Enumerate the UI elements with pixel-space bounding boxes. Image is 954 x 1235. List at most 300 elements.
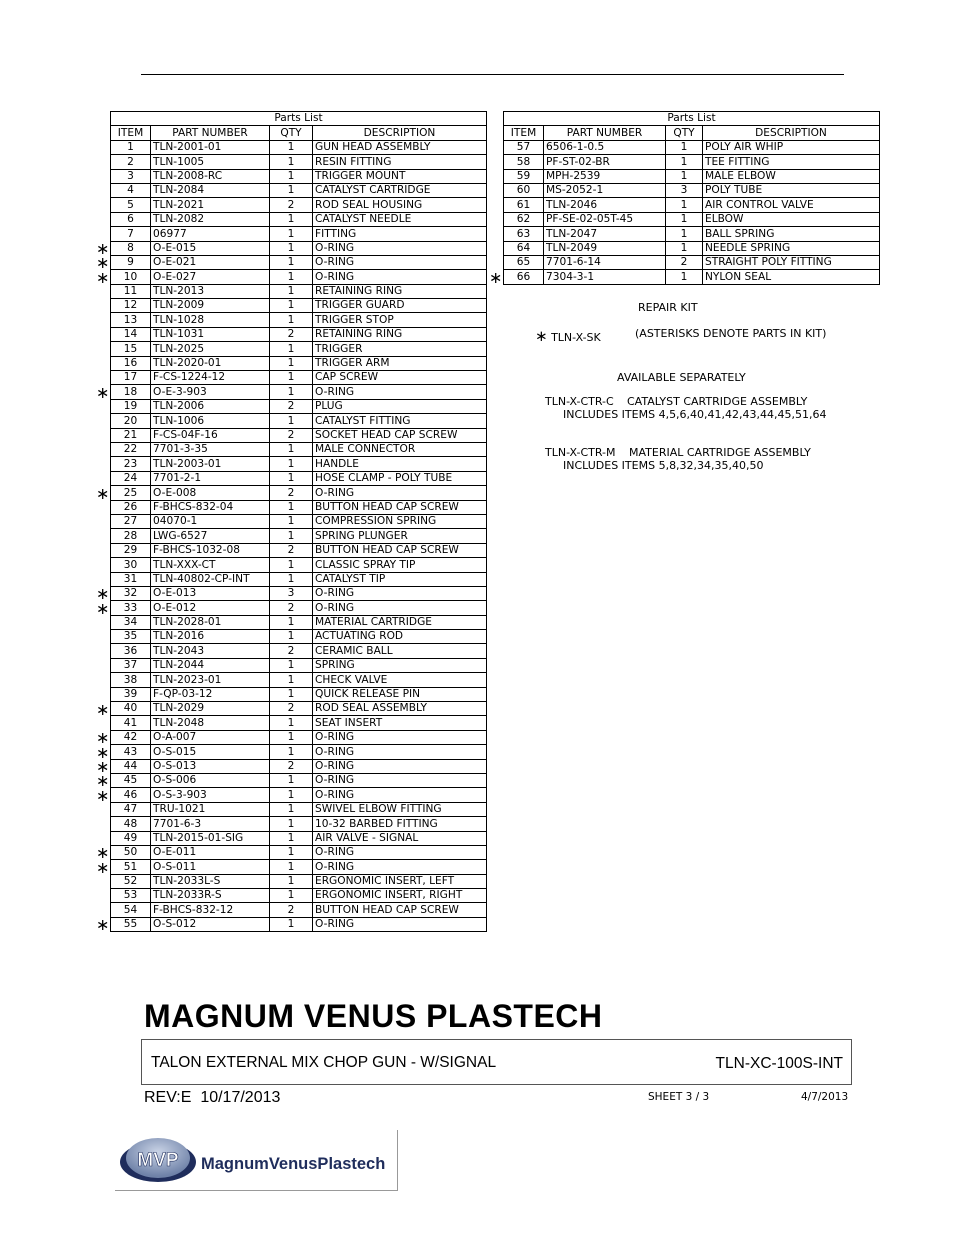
row-qty: 1 <box>270 773 313 787</box>
row-item: 19 <box>111 399 151 413</box>
row-qty: 1 <box>270 874 313 888</box>
table-row <box>111 558 487 572</box>
row-description: PLUG <box>313 399 487 413</box>
row-item: 33 <box>111 601 151 615</box>
row-part-number: O-E-013 <box>151 586 270 600</box>
row-description: TRIGGER GUARD <box>313 299 487 313</box>
row-part-number: MPH-2539 <box>544 169 666 183</box>
row-qty: 1 <box>270 572 313 586</box>
row-item: 25 <box>111 486 151 500</box>
kit-asterisk-icon: ∗ <box>96 857 110 877</box>
table-row <box>504 183 880 197</box>
row-part-number: TLN-1028 <box>151 313 270 327</box>
kit-asterisk-icon: ∗ <box>96 843 110 863</box>
row-part-number: 7701-6-3 <box>151 817 270 831</box>
row-item: 41 <box>111 716 151 730</box>
row-part-number: O-E-021 <box>151 255 270 269</box>
row-qty: 1 <box>270 514 313 528</box>
row-part-number: 7701-6-14 <box>544 255 666 269</box>
row-part-number: O-E-012 <box>151 601 270 615</box>
table-row <box>504 212 880 226</box>
row-part-number: MS-2052-1 <box>544 183 666 197</box>
row-description: ROD SEAL ASSEMBLY <box>313 702 487 716</box>
row-description: O-RING <box>313 730 487 744</box>
table-row <box>111 716 487 730</box>
row-part-number: TLN-1005 <box>151 155 270 169</box>
table-row <box>111 299 487 313</box>
row-description: O-RING <box>313 385 487 399</box>
row-description: BUTTON HEAD CAP SCREW <box>313 500 487 514</box>
row-qty: 2 <box>270 759 313 773</box>
row-qty: 1 <box>270 687 313 701</box>
row-part-number: TLN-2009 <box>151 299 270 313</box>
assembly-part-material: TLN-X-CTR-M <box>545 446 616 459</box>
row-description: COMPRESSION SPRING <box>313 514 487 528</box>
row-part-number: 7304-3-1 <box>544 270 666 284</box>
table-row <box>111 169 487 183</box>
row-item: 66 <box>504 270 544 284</box>
table-row <box>111 500 487 514</box>
available-separately-heading: AVAILABLE SEPARATELY <box>617 371 746 384</box>
table-row <box>111 601 487 615</box>
row-part-number: TLN-2049 <box>544 241 666 255</box>
row-item: 18 <box>111 385 151 399</box>
row-description: MATERIAL CARTRIDGE <box>313 615 487 629</box>
row-item: 50 <box>111 845 151 859</box>
mvp-logo-badge-icon <box>118 1134 198 1186</box>
row-qty: 3 <box>666 183 703 197</box>
drawing-number: TLN-XC-100S-INT <box>715 1055 843 1072</box>
row-part-number: F-BHCS-832-12 <box>151 903 270 917</box>
table-row <box>111 759 487 773</box>
table-row <box>111 428 487 442</box>
row-item: 45 <box>111 773 151 787</box>
row-description: O-RING <box>313 917 487 931</box>
row-qty: 1 <box>270 255 313 269</box>
row-item: 20 <box>111 414 151 428</box>
table-row <box>111 442 487 456</box>
row-description: NYLON SEAL <box>703 270 880 284</box>
header-qty: QTY <box>666 126 703 140</box>
row-qty: 2 <box>270 903 313 917</box>
row-part-number: TLN-2043 <box>151 644 270 658</box>
row-qty: 1 <box>270 212 313 226</box>
row-qty: 2 <box>270 702 313 716</box>
row-description: O-RING <box>313 860 487 874</box>
row-item: 35 <box>111 630 151 644</box>
row-item: 36 <box>111 644 151 658</box>
row-qty: 1 <box>270 313 313 327</box>
row-qty: 1 <box>270 889 313 903</box>
row-qty: 1 <box>270 788 313 802</box>
table-row <box>111 644 487 658</box>
row-part-number: O-S-013 <box>151 759 270 773</box>
row-item: 22 <box>111 442 151 456</box>
table-row <box>504 255 880 269</box>
row-description: HANDLE <box>313 457 487 471</box>
table-row <box>111 140 487 154</box>
table-row <box>111 313 487 327</box>
row-item: 3 <box>111 169 151 183</box>
company-logo <box>115 1130 398 1191</box>
row-item: 38 <box>111 673 151 687</box>
row-qty: 1 <box>270 615 313 629</box>
row-qty: 2 <box>270 543 313 557</box>
kit-asterisk-icon: ∗ <box>96 915 110 935</box>
table-row <box>111 845 487 859</box>
row-part-number: PF-ST-02-BR <box>544 155 666 169</box>
kit-asterisk-icon: ∗ <box>535 327 548 345</box>
table-row <box>111 270 487 284</box>
row-description: CERAMIC BALL <box>313 644 487 658</box>
row-qty: 1 <box>666 198 703 212</box>
row-item: 2 <box>111 155 151 169</box>
row-item: 5 <box>111 198 151 212</box>
row-item: 52 <box>111 874 151 888</box>
row-description: SOCKET HEAD CAP SCREW <box>313 428 487 442</box>
row-description: TRIGGER ARM <box>313 356 487 370</box>
row-item: 55 <box>111 917 151 931</box>
row-part-number: TLN-2048 <box>151 716 270 730</box>
row-qty: 1 <box>270 745 313 759</box>
table-row <box>111 788 487 802</box>
row-qty: 1 <box>270 817 313 831</box>
header-description: DESCRIPTION <box>703 126 880 140</box>
kit-asterisk-icon: ∗ <box>96 785 110 805</box>
row-item: 21 <box>111 428 151 442</box>
row-qty: 1 <box>270 457 313 471</box>
header-description: DESCRIPTION <box>313 126 487 140</box>
table-row <box>504 198 880 212</box>
row-description: CHECK VALVE <box>313 673 487 687</box>
table-row <box>111 889 487 903</box>
table-row <box>111 385 487 399</box>
row-part-number: TLN-2023-01 <box>151 673 270 687</box>
row-description: CATALYST NEEDLE <box>313 212 487 226</box>
kit-asterisk-icon: ∗ <box>96 267 110 287</box>
table-row <box>111 327 487 341</box>
row-item: 9 <box>111 255 151 269</box>
row-qty: 1 <box>270 270 313 284</box>
table-row <box>111 486 487 500</box>
row-qty: 1 <box>270 227 313 241</box>
table-row <box>504 227 880 241</box>
table-row <box>111 155 487 169</box>
table-row <box>111 572 487 586</box>
row-qty: 1 <box>270 140 313 154</box>
row-part-number: TLN-2013 <box>151 284 270 298</box>
company-name: MAGNUM VENUS PLASTECH <box>144 998 603 1034</box>
header-part-number: PART NUMBER <box>151 126 270 140</box>
row-qty: 1 <box>666 169 703 183</box>
row-qty: 2 <box>270 198 313 212</box>
row-description: ROD SEAL HOUSING <box>313 198 487 212</box>
row-qty: 2 <box>270 601 313 615</box>
header-part-number: PART NUMBER <box>544 126 666 140</box>
row-item: 29 <box>111 543 151 557</box>
row-description: RETAINING RING <box>313 284 487 298</box>
row-item: 27 <box>111 514 151 528</box>
row-description: ACTUATING ROD <box>313 630 487 644</box>
row-qty: 1 <box>666 241 703 255</box>
table-row <box>111 414 487 428</box>
row-item: 64 <box>504 241 544 255</box>
row-description: O-RING <box>313 745 487 759</box>
table-row <box>504 140 880 154</box>
table-row <box>111 831 487 845</box>
kit-asterisk-icon: ∗ <box>96 584 110 604</box>
row-item: 40 <box>111 702 151 716</box>
row-part-number: TLN-2003-01 <box>151 457 270 471</box>
kit-asterisk-icon: ∗ <box>96 699 110 719</box>
row-part-number: TLN-2028-01 <box>151 615 270 629</box>
table-row <box>111 903 487 917</box>
kit-asterisk-icon: ∗ <box>96 483 110 503</box>
row-item: 14 <box>111 327 151 341</box>
row-qty: 1 <box>270 241 313 255</box>
row-item: 58 <box>504 155 544 169</box>
row-part-number: TLN-2084 <box>151 183 270 197</box>
row-item: 28 <box>111 529 151 543</box>
row-part-number: O-S-015 <box>151 745 270 759</box>
table-row <box>111 860 487 874</box>
row-description: SPRING PLUNGER <box>313 529 487 543</box>
row-description: ERGONOMIC INSERT, RIGHT <box>313 889 487 903</box>
assembly-includes-catalyst: INCLUDES ITEMS 4,5,6,40,41,42,43,44,45,51,64 <box>563 408 827 421</box>
table-row <box>111 817 487 831</box>
table-row <box>111 241 487 255</box>
row-item: 12 <box>111 299 151 313</box>
row-part-number: F-CS-04F-16 <box>151 428 270 442</box>
row-item: 53 <box>111 889 151 903</box>
row-description: O-RING <box>313 255 487 269</box>
row-part-number: TLN-XXX-CT <box>151 558 270 572</box>
table-row <box>111 730 487 744</box>
row-part-number: TLN-2033L-S <box>151 874 270 888</box>
row-item: 7 <box>111 227 151 241</box>
row-qty: 1 <box>270 529 313 543</box>
row-item: 4 <box>111 183 151 197</box>
row-part-number: O-S-3-903 <box>151 788 270 802</box>
row-description: O-RING <box>313 773 487 787</box>
row-item: 62 <box>504 212 544 226</box>
row-qty: 1 <box>270 860 313 874</box>
row-item: 26 <box>111 500 151 514</box>
row-qty: 1 <box>666 140 703 154</box>
row-part-number: TLN-2047 <box>544 227 666 241</box>
row-part-number: F-CS-1224-12 <box>151 371 270 385</box>
repair-kit-line <box>535 327 601 345</box>
kit-asterisk-icon: ∗ <box>96 757 110 777</box>
assembly-name-catalyst: CATALYST CARTRIDGE ASSEMBLY <box>627 395 808 408</box>
row-part-number: O-S-011 <box>151 860 270 874</box>
row-qty: 1 <box>270 471 313 485</box>
table-row <box>111 658 487 672</box>
table-row <box>111 255 487 269</box>
row-description: HOSE CLAMP - POLY TUBE <box>313 471 487 485</box>
table-row <box>111 342 487 356</box>
row-part-number: TLN-2020-01 <box>151 356 270 370</box>
row-item: 13 <box>111 313 151 327</box>
row-description: POLY TUBE <box>703 183 880 197</box>
row-part-number: TLN-2021 <box>151 198 270 212</box>
row-qty: 3 <box>270 586 313 600</box>
row-part-number: 6506-1-0.5 <box>544 140 666 154</box>
table-row <box>111 702 487 716</box>
row-description: ERGONOMIC INSERT, LEFT <box>313 874 487 888</box>
row-part-number: O-E-027 <box>151 270 270 284</box>
row-part-number: F-BHCS-832-04 <box>151 500 270 514</box>
row-part-number: TLN-2001-01 <box>151 140 270 154</box>
row-item: 43 <box>111 745 151 759</box>
row-description: O-RING <box>313 759 487 773</box>
row-qty: 1 <box>666 155 703 169</box>
table-row <box>111 471 487 485</box>
row-qty: 1 <box>270 658 313 672</box>
row-qty: 1 <box>666 270 703 284</box>
row-part-number: TRU-1021 <box>151 802 270 816</box>
row-item: 15 <box>111 342 151 356</box>
print-date: 4/7/2013 <box>801 1091 849 1103</box>
row-description: BALL SPRING <box>703 227 880 241</box>
row-qty: 2 <box>666 255 703 269</box>
row-item: 48 <box>111 817 151 831</box>
row-description: POLY AIR WHIP <box>703 140 880 154</box>
repair-kit-heading: REPAIR KIT <box>638 301 698 314</box>
row-part-number: O-E-015 <box>151 241 270 255</box>
row-description: ELBOW <box>703 212 880 226</box>
row-part-number: TLN-2044 <box>151 658 270 672</box>
row-description: FITTING <box>313 227 487 241</box>
table-row <box>111 773 487 787</box>
row-part-number: TLN-2033R-S <box>151 889 270 903</box>
row-description: O-RING <box>313 270 487 284</box>
row-description: QUICK RELEASE PIN <box>313 687 487 701</box>
row-part-number: TLN-2025 <box>151 342 270 356</box>
row-item: 42 <box>111 730 151 744</box>
table-row <box>111 802 487 816</box>
table-row <box>504 270 880 284</box>
row-item: 49 <box>111 831 151 845</box>
row-qty: 1 <box>270 716 313 730</box>
row-description: MALE CONNECTOR <box>313 442 487 456</box>
row-item: 57 <box>504 140 544 154</box>
row-description: TEE FITTING <box>703 155 880 169</box>
row-item: 46 <box>111 788 151 802</box>
table-row <box>111 227 487 241</box>
table-row <box>111 399 487 413</box>
header-qty: QTY <box>270 126 313 140</box>
row-qty: 2 <box>270 327 313 341</box>
kit-asterisk-icon: ∗ <box>489 267 503 287</box>
table-row <box>111 212 487 226</box>
top-rule <box>141 74 844 75</box>
revision: REV:E 10/17/2013 <box>144 1089 281 1106</box>
row-part-number: TLN-2006 <box>151 399 270 413</box>
row-item: 1 <box>111 140 151 154</box>
table-row <box>111 874 487 888</box>
table-row <box>111 673 487 687</box>
row-part-number: TLN-2016 <box>151 630 270 644</box>
row-item: 44 <box>111 759 151 773</box>
row-description: BUTTON HEAD CAP SCREW <box>313 543 487 557</box>
row-part-number: TLN-1031 <box>151 327 270 341</box>
row-item: 32 <box>111 586 151 600</box>
row-part-number: O-S-006 <box>151 773 270 787</box>
row-part-number: LWG-6527 <box>151 529 270 543</box>
row-part-number: 04070-1 <box>151 514 270 528</box>
assembly-includes-material: INCLUDES ITEMS 5,8,32,34,35,40,50 <box>563 459 764 472</box>
row-description: CATALYST FITTING <box>313 414 487 428</box>
row-qty: 1 <box>270 155 313 169</box>
row-description: O-RING <box>313 788 487 802</box>
logo-badge-text: MVP <box>137 1150 179 1171</box>
row-qty: 1 <box>270 673 313 687</box>
row-description: CLASSIC SPRAY TIP <box>313 558 487 572</box>
row-item: 60 <box>504 183 544 197</box>
assembly-name-material: MATERIAL CARTRIDGE ASSEMBLY <box>629 446 811 459</box>
table-row <box>111 284 487 298</box>
row-qty: 1 <box>270 500 313 514</box>
kit-asterisk-icon: ∗ <box>96 382 110 402</box>
row-qty: 1 <box>270 169 313 183</box>
table-row <box>111 356 487 370</box>
row-qty: 2 <box>270 428 313 442</box>
row-description: RETAINING RING <box>313 327 487 341</box>
row-description: BUTTON HEAD CAP SCREW <box>313 903 487 917</box>
row-item: 61 <box>504 198 544 212</box>
row-description: TRIGGER STOP <box>313 313 487 327</box>
repair-kit-part: TLN-X-SK <box>551 331 601 344</box>
row-description: O-RING <box>313 601 487 615</box>
row-item: 8 <box>111 241 151 255</box>
kit-asterisk-icon: ∗ <box>96 598 110 618</box>
row-qty: 1 <box>270 558 313 572</box>
row-item: 31 <box>111 572 151 586</box>
row-qty: 2 <box>270 486 313 500</box>
sheet-number: SHEET 3 / 3 <box>648 1091 710 1103</box>
row-part-number: TLN-2008-RC <box>151 169 270 183</box>
kit-asterisk-icon: ∗ <box>96 253 110 273</box>
row-description: O-RING <box>313 586 487 600</box>
logo-text: MagnumVenusPlastech <box>201 1155 386 1173</box>
row-part-number: TLN-2015-01-SIG <box>151 831 270 845</box>
table-row <box>111 198 487 212</box>
table-row <box>111 529 487 543</box>
row-description: SEAT INSERT <box>313 716 487 730</box>
header-item: ITEM <box>111 126 151 140</box>
row-qty: 1 <box>270 845 313 859</box>
row-part-number: O-E-011 <box>151 845 270 859</box>
row-part-number: O-E-008 <box>151 486 270 500</box>
row-description: O-RING <box>313 486 487 500</box>
row-part-number: 06977 <box>151 227 270 241</box>
row-part-number: TLN-1006 <box>151 414 270 428</box>
kit-asterisk-icon: ∗ <box>96 728 110 748</box>
row-item: 24 <box>111 471 151 485</box>
header-item: ITEM <box>504 126 544 140</box>
row-qty: 1 <box>666 227 703 241</box>
row-part-number: TLN-2082 <box>151 212 270 226</box>
row-qty: 1 <box>270 802 313 816</box>
table-row <box>111 586 487 600</box>
row-qty: 1 <box>270 630 313 644</box>
row-item: 65 <box>504 255 544 269</box>
parts-list-table-right <box>503 111 880 285</box>
row-description: SWIVEL ELBOW FITTING <box>313 802 487 816</box>
parts-list-title: Parts List <box>111 112 487 126</box>
row-qty: 2 <box>270 399 313 413</box>
